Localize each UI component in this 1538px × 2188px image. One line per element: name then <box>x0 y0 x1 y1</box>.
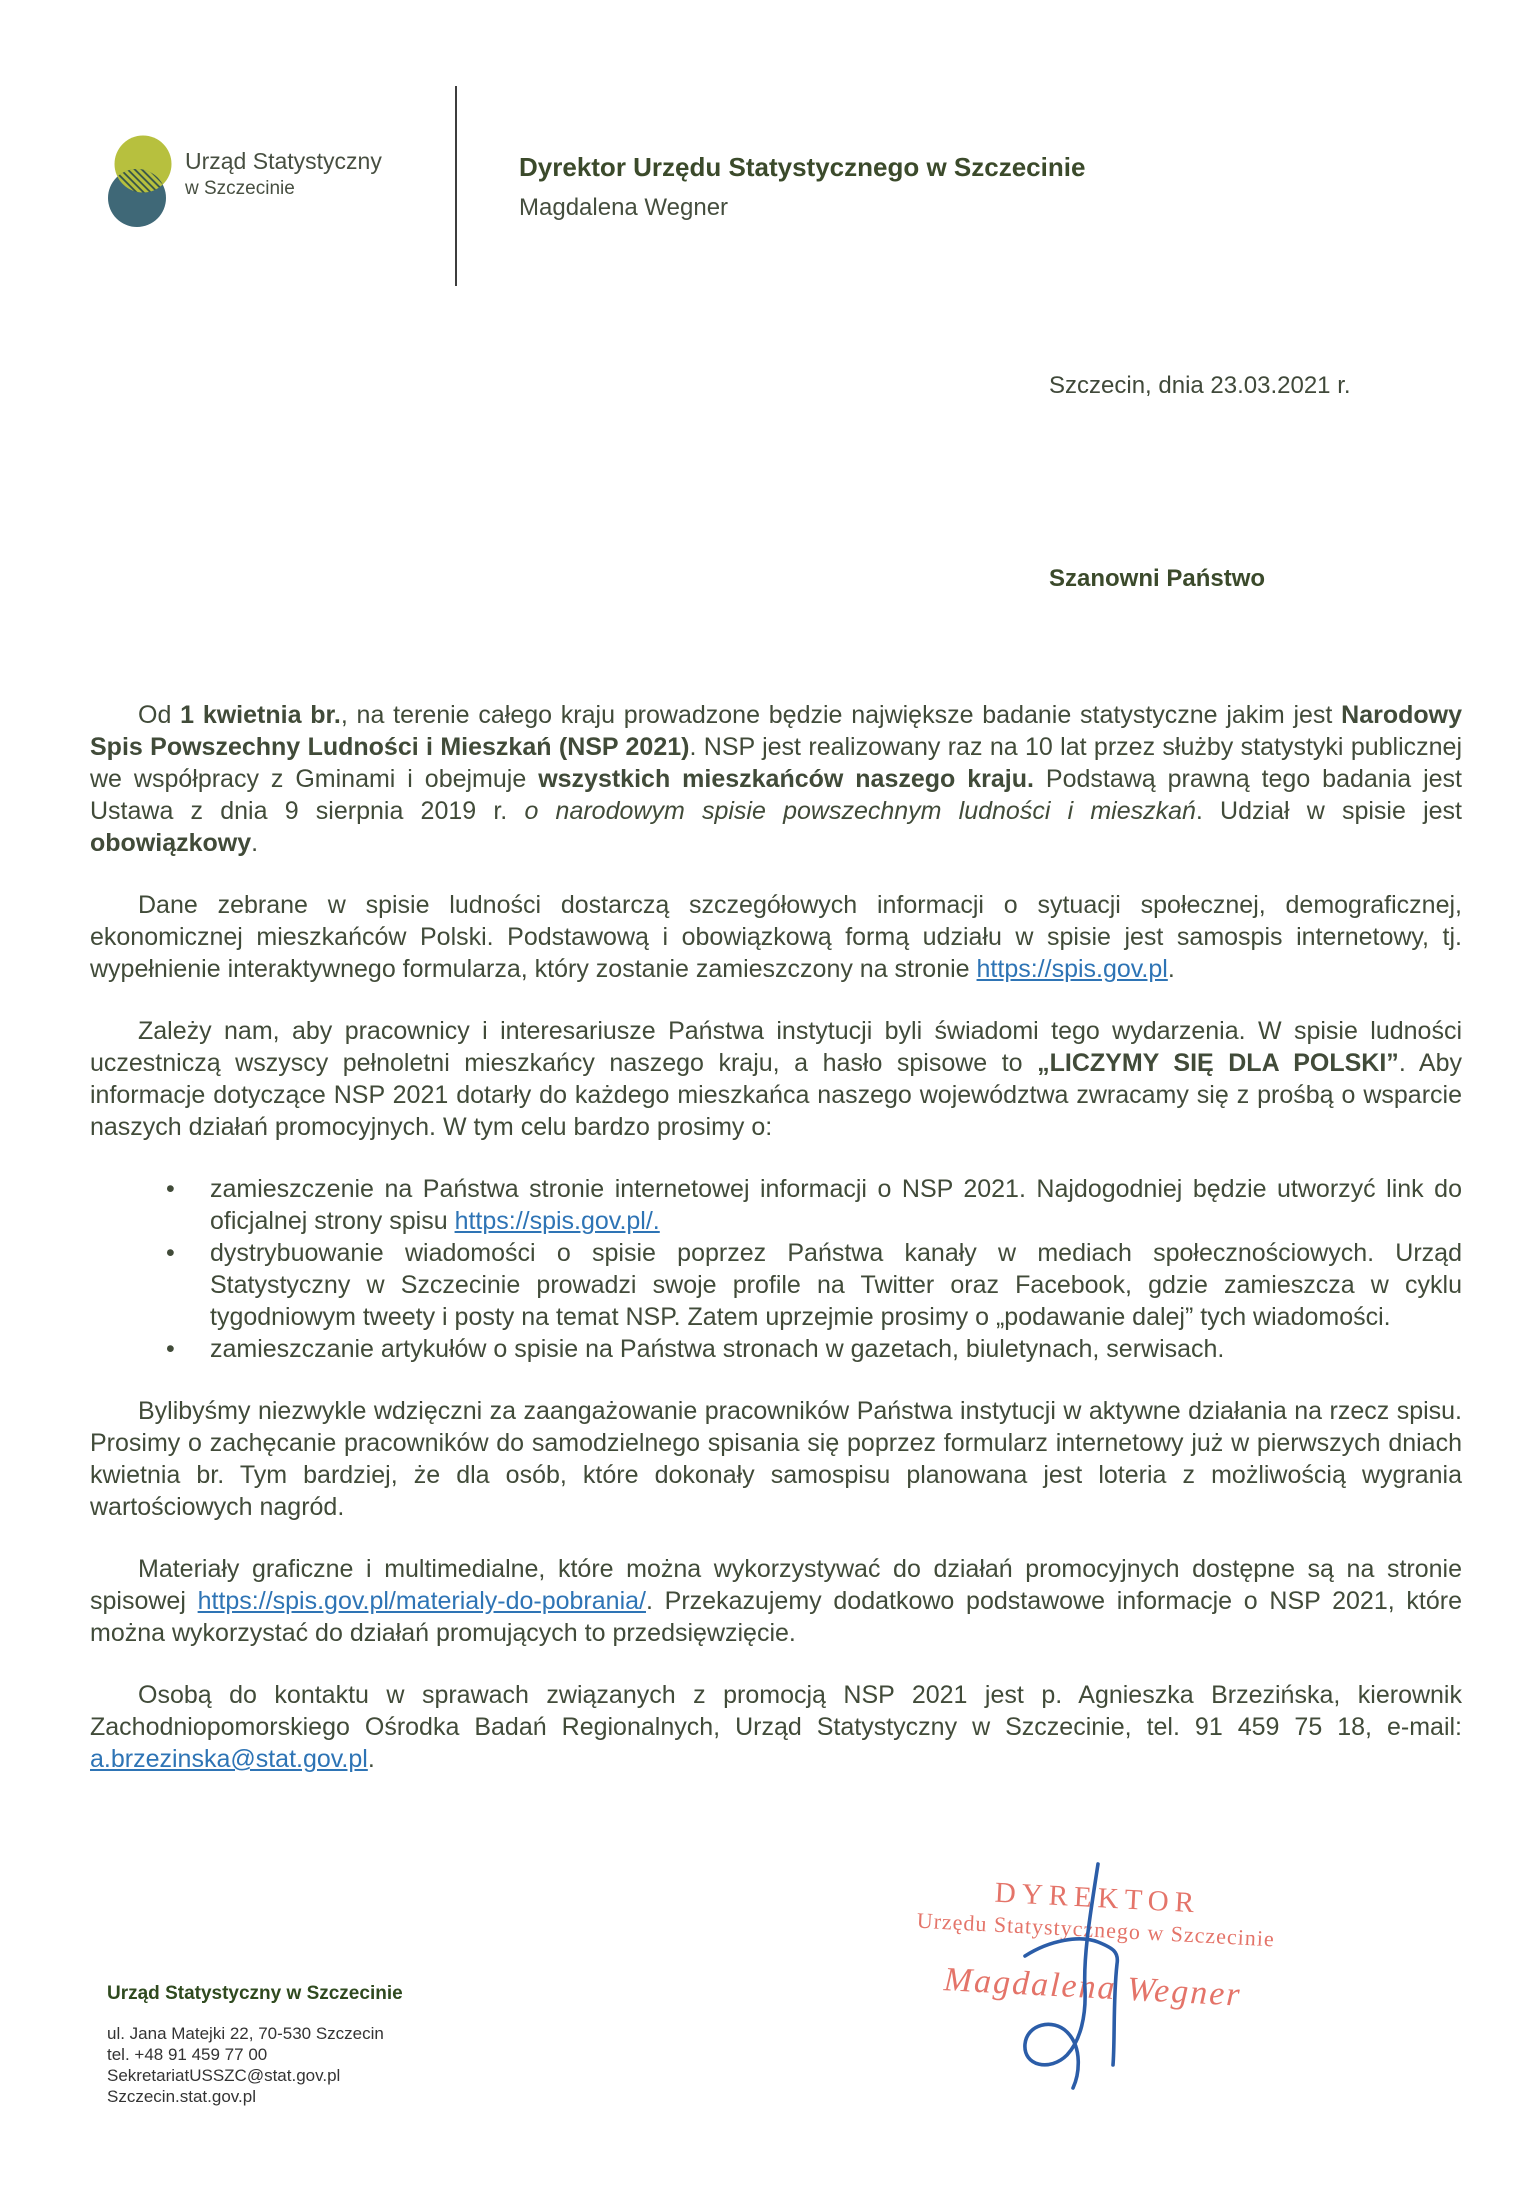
text-run: . Przekazujemy dodatkowo podstawowe informacje o NSP 2021, które można wykorzystać do działań promujących to przedsięwzięcie. <box>90 1587 1462 1647</box>
text-run: . Aby informacje dotyczące NSP 2021 dotarły do każdego mieszkańca naszego województwa zwracamy się z prośbą o wsparcie naszych działań promocyjnych. W tym celu bardzo prosimy o: <box>90 1049 1462 1141</box>
text-run: Podstawą prawną tego badania jest Ustawa z dnia 9 sierpnia 2019 r. <box>90 765 1462 825</box>
bullet-item-social-media <box>90 1237 1462 1333</box>
text-run: „LICZYMY SIĘ DLA POLSKI” <box>1037 1049 1399 1077</box>
text-run: . <box>251 829 259 857</box>
sender-title: Dyrektor Urzędu Statystycznego w Szczecinie <box>519 152 1086 182</box>
hyperlink[interactable]: https://spis.gov.pl/materialy-do-pobrania/ <box>197 1587 646 1615</box>
statistical-office-logo-icon <box>105 134 177 234</box>
text-run: Dane zebrane w spisie ludności dostarczą szczegółowych informacji o sytuacji społecznej, demograficznej, ekonomicznej mieszkańców Polski. Podstawową i obowiązkową formą udziału w spisie jest samospis internetowy, tj. wypełnienie interaktywnego formularza, który zostanie zamieszczony na stronie <box>90 891 1462 983</box>
paragraph-contact <box>90 1679 1462 1775</box>
footer-address: ul. Jana Matejki 22, 70-530 Szczecin <box>107 2024 384 2043</box>
paragraph-intro <box>90 699 1462 859</box>
text-run: . Udział w spisie jest <box>1195 797 1462 825</box>
text-run: dystrybuowanie wiadomości o spisie poprzez Państwa kanały w mediach społecznościowych. Urząd Statystyczny w Szczecinie prowadzi swoje profile na Twitter oraz Facebook, gdzie zamieszcza w cyklu tygodniowym tweety i posty na temat NSP. Zatem uprzejmie prosimy o „podawanie dalej” tych wiadomości. <box>210 1239 1462 1331</box>
footer-website: Szczecin.stat.gov.pl <box>107 2087 256 2106</box>
hyperlink[interactable]: https://spis.gov.pl/. <box>454 1207 660 1235</box>
paragraph-data-collected <box>90 889 1462 985</box>
sender-block <box>519 152 1085 222</box>
text-run: zamieszczanie artykułów o spisie na Państwa stronach w gazetach, biuletynach, serwisach. <box>210 1335 1225 1363</box>
text-run: o narodowym spisie powszechnym ludności i mieszkań <box>524 797 1196 825</box>
footer-contact-block <box>107 2023 403 2107</box>
stamp-office: Urzędu Statystycznego w Szczecinie <box>916 1907 1276 1952</box>
handwritten-signature <box>995 1860 1145 2090</box>
text-run: zamieszczenie na Państwa stronie internetowej informacji o NSP 2021. Najdogodniej będzie utworzyć link do oficjalnej strony spisu <box>210 1175 1462 1235</box>
text-run: Narodowy Spis Powszechny Ludności i Mieszkań (NSP 2021) <box>90 701 1463 761</box>
text-run: Materiały graficzne i multimedialne, które można wykorzystywać do działań promocyjnych dostępne są na stronie spisowej <box>90 1555 1462 1615</box>
logo-text <box>185 148 382 200</box>
hyperlink[interactable]: https://spis.gov.pl <box>976 955 1168 983</box>
text-run: , na terenie całego kraju prowadzone będzie największe badanie statystyczne jakim jest <box>340 701 1342 729</box>
stamp-title: DYREKTOR <box>994 1876 1201 1920</box>
text-run: . <box>367 1745 375 1773</box>
paragraph-materials <box>90 1553 1462 1649</box>
logo-org-name: Urząd Statystyczny <box>185 148 382 174</box>
text-run: Osobą do kontaktu w sprawach związanych z promocją NSP 2021 jest p. Agnieszka Brzezińska, kierownik Zachodniopomorskiego Ośrodka Badań Regionalnych, Urząd Statystyczny w Szczecinie, tel. 91 459 75 18, e-mail: <box>90 1681 1462 1741</box>
text-run: obowiązkowy <box>90 829 252 857</box>
sender-name: Magdalena Wegner <box>519 194 729 221</box>
stamp-name: Magdalena Wegner <box>942 1961 1243 2014</box>
footer <box>107 1983 403 2107</box>
bullet-item-articles <box>90 1333 1462 1365</box>
text-run: wszystkich mieszkańców naszego kraju. <box>538 765 1034 793</box>
footer-email: SekretariatUSSZC@stat.gov.pl <box>107 2066 341 2085</box>
letter-body <box>90 699 1462 1805</box>
logo-org-city: w Szczecinie <box>185 178 295 199</box>
salutation: Szanowni Państwo <box>1049 565 1266 592</box>
text-run: Zależy nam, aby pracownicy i interesariusze Państwa instytucji byli świadomi tego wydarzenia. W spisie ludności uczestniczą wszyscy pełnoletni mieszkańcy naszego kraju, a hasło spisowe to <box>90 1017 1462 1077</box>
letterhead-divider <box>455 86 457 286</box>
text-run: . <box>1167 955 1175 983</box>
bullet-item-website <box>90 1173 1462 1237</box>
text-run: . NSP jest realizowany raz na 10 lat przez służby statystyki publicznej we współpracy z Gminami i obejmuje <box>90 733 1463 793</box>
footer-phone: tel. +48 91 459 77 00 <box>107 2045 268 2064</box>
footer-org-name: Urząd Statystyczny w Szczecinie <box>107 1983 403 2004</box>
dateline: Szczecin, dnia 23.03.2021 r. <box>1049 372 1351 399</box>
hyperlink[interactable]: a.brzezinska@stat.gov.pl <box>90 1745 368 1773</box>
paragraph-request <box>90 1015 1462 1143</box>
text-run: Od <box>138 701 181 729</box>
text-run: 1 kwietnia br. <box>180 701 341 729</box>
paragraph-gratitude <box>90 1395 1462 1523</box>
text-run: Bylibyśmy niezwykle wdzięczni za zaangażowanie pracowników Państwa instytucji w aktywne działania na rzecz spisu. Prosimy o zachęcanie pracowników do samodzielnego spisania się poprzez formularz internetowy już w pierwszych dniach kwietnia br. Tym bardziej, że dla osób, które dokonały samospisu planowana jest loteria z możliwością wygrania wartościowych nagród. <box>90 1397 1462 1521</box>
bullet-list <box>90 1173 1462 1365</box>
